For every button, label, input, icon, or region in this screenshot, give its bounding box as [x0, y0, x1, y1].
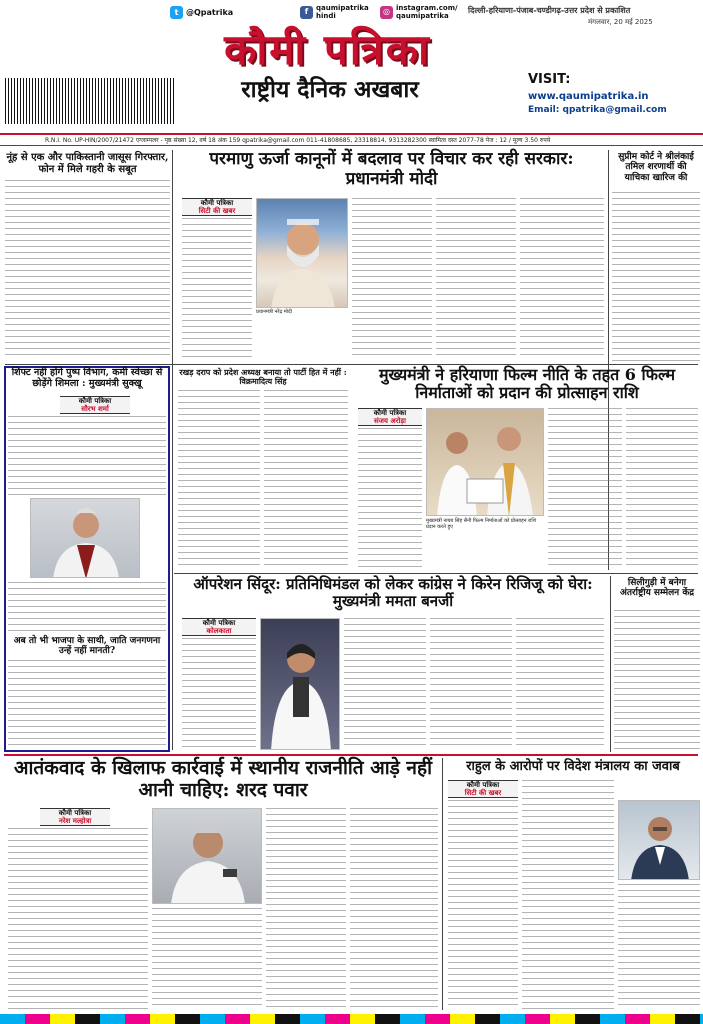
column-rule [442, 758, 443, 1010]
shimla-body-2 [8, 582, 166, 632]
edition-line: दिल्ली-हरियाणा-पंजाब-चण्डीगढ़-उत्तर प्रदेश से प्रकाशित [468, 6, 631, 15]
sindoor-body-2 [344, 618, 426, 750]
main-headline: परमाणु ऊर्जा कानूनों में बदलाव पर विचार कर रही सरकार: प्रधानमंत्री मोदी [209, 149, 574, 189]
siliguri-body [614, 610, 700, 750]
terror-headline: आतंकवाद के खिलाफ कार्रवाई में स्थानीय राजनीति आड़े नहीं आनी चाहिए: शरद पवार [13, 757, 432, 801]
film-body-2 [548, 408, 622, 568]
terror-body-2 [152, 908, 262, 1010]
visit-label: VISIT: [528, 72, 571, 87]
rahul-byline: कौमी पत्रिका सिटी की खबर [448, 780, 518, 798]
film-body-3 [626, 408, 698, 568]
twitter-icon: t [170, 6, 183, 19]
film-photo [426, 408, 544, 516]
main-body-col1 [182, 218, 252, 360]
registration-line: R.N.I. No. UP-HIN/2007/21472 एग्जाम्पलर - पृष्ठ संख्या 12, वर्ष 18 अंक 159 qpatrika@gmail.com 011-41808685, 23318814, 9313282300 स्वामित्व दस्त 2077-78 पेज : 12 / मूल्य 3.50 रुपये [0, 133, 703, 146]
film-caption: मुख्यमंत्री नायब सिंह सैनी फिल्म निर्माताओं को प्रोत्साहन राशि प्रदान करते हुए [426, 518, 537, 530]
pawar-photo [152, 808, 262, 904]
section-rule [174, 573, 698, 574]
jaishankar-photo [618, 800, 700, 880]
siliguri-headline: सिलीगुड़ी में बनेगा अंतर्राष्ट्रीय सम्मेलन केंद्र [619, 578, 695, 599]
masthead-subtitle: राष्ट्रीय दैनिक अखबार [241, 76, 419, 103]
court-headline: सुप्रीम कोर्ट ने श्रीलंकाई तमिल शरणार्थी की याचिका खारिज की [618, 152, 694, 183]
question-headline: अब तो भी भाजपा के साथी, जाति जनगणना उन्हें नहीं मानती? [13, 636, 161, 657]
rakhaud-body-2 [264, 390, 348, 570]
court-body [612, 192, 700, 362]
main-caption: प्रधानमंत्री नरेंद्र मोदी [256, 309, 292, 315]
main-body-col4 [520, 198, 604, 360]
print-color-strip [0, 1014, 703, 1024]
sindoor-headline: ऑपरेशन सिंदूर: प्रतिनिधिमंडल को लेकर कांग्रेस ने किरेन रिजिजू को घेरा: मुख्यमंत्री ममता बनर्जी [193, 575, 593, 611]
section-rule [4, 754, 698, 756]
question-body [8, 660, 166, 748]
instagram-icon: ◎ [380, 6, 393, 19]
column-rule [172, 150, 173, 750]
film-body-1 [358, 428, 422, 568]
terror-body-4 [350, 808, 438, 1010]
facebook-handle [300, 4, 369, 20]
email-link[interactable]: Email: qpatrika@gmail.com [528, 105, 667, 115]
main-body-col3 [436, 198, 516, 360]
instagram-handle [380, 4, 458, 20]
film-byline: कौमी पत्रिका संजय अरोड़ा [358, 408, 422, 426]
sukhu-photo [30, 498, 140, 578]
rahul-headline: राहुल के आरोपों पर विदेश मंत्रालय का जवाब [466, 759, 680, 774]
rakhaud-headline: रखड़ दराप को प्रदेश अध्यक्ष बनाया तो पार्टी हित में नहीं : विक्रमादित्य सिंह [179, 367, 347, 387]
terror-byline: कौमी पत्रिका नरेश मल्होत्रा [40, 808, 110, 826]
facebook-icon: f [300, 6, 313, 19]
main-body-col2 [352, 198, 432, 360]
twitter-handle [170, 4, 233, 20]
visit-box [528, 72, 696, 124]
issue-date: मंगलवार, 20 मई 2025 [588, 18, 653, 26]
sindoor-body-4 [516, 618, 604, 750]
terror-body-3 [266, 808, 346, 1010]
barcode [5, 78, 175, 124]
main-byline: कौमी पत्रिका सिटी की खबर [182, 198, 252, 216]
masthead: कौमी पत्रिका [224, 25, 431, 74]
film-headline: मुख्यमंत्री ने हरियाणा फिल्म नीति के तहत 6 फिल्म निर्माताओं को प्रदान की प्रोत्साहन राशि [378, 365, 676, 403]
rakhaud-body-1 [178, 390, 260, 570]
sindoor-body-1 [182, 638, 256, 750]
instagram-text: instagram.com/ qaumipatrika [396, 4, 458, 20]
sindoor-byline: कौमी पत्रिका कोलकाता [182, 618, 256, 636]
shimla-byline: कौमी पत्रिका सौरभ शर्मा [60, 396, 130, 414]
modi-photo [256, 198, 348, 308]
spy-body [5, 180, 170, 360]
rahul-body-3 [618, 884, 700, 1010]
rahul-body-1 [448, 800, 518, 1010]
mamata-photo [260, 618, 340, 750]
facebook-text: qaumipatrika hindi [316, 4, 369, 20]
website-link[interactable]: www.qaumipatrika.in [528, 91, 649, 102]
shimla-headline: शिफ्ट नहीं होंगे पुष्प विभाग, कमी स्वेच्छा से छोड़ेंगे शिमला : मुख्यमंत्री सुक्खू [11, 367, 163, 389]
rahul-body-2 [522, 780, 614, 1010]
shimla-body [8, 416, 166, 496]
terror-body-1 [8, 828, 148, 1010]
twitter-text: @Qpatrika [186, 7, 234, 17]
spy-headline: नूंह से एक और पाकिस्तानी जासूस गिरफ्तार, फोन में मिले गहरी के सबूत [6, 152, 169, 175]
column-rule [610, 576, 611, 752]
sindoor-body-3 [430, 618, 512, 750]
